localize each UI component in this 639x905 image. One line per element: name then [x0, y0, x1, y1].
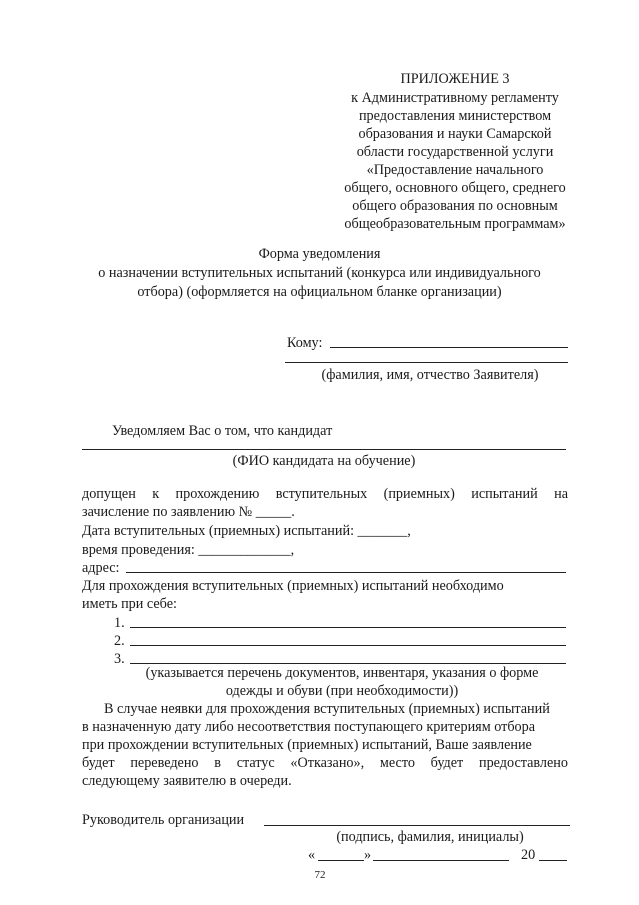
- admitted-text-cont: зачисление по заявлению № _____.: [82, 504, 295, 520]
- appendix-line: к Административному регламенту: [351, 90, 559, 106]
- notice-intro: Уведомляем Вас о том, что кандидат: [112, 423, 333, 439]
- candidate-caption: (ФИО кандидата на обучение): [232, 453, 416, 469]
- item-number: 1.: [114, 615, 125, 631]
- address-field[interactable]: [126, 572, 566, 573]
- warning-text: В случае неявки для прохождения вступительных (приемных) испытаний: [104, 701, 550, 717]
- warning-text: при прохождении вступительных (приемных) испытаний, Ваше заявление: [82, 737, 532, 753]
- appendix-line: общеобразовательным программам»: [344, 216, 566, 232]
- bring-text-cont: иметь при себе:: [82, 596, 177, 612]
- appendix-title: ПРИЛОЖЕНИЕ 3: [400, 71, 510, 87]
- date-open-quote: «: [308, 847, 316, 863]
- item-number: 3.: [114, 651, 125, 667]
- admitted-text: допущен к прохождению вступительных (приемных) испытаний на: [82, 486, 568, 502]
- warning-text: будет переведено в статус «Отказано», место будет предоставлено: [82, 755, 568, 771]
- form-heading-subtitle: о назначении вступительных испытаний (конкурса или индивидуального: [98, 265, 541, 281]
- item-number: 2.: [114, 633, 125, 649]
- signature-label: Руководитель организации: [82, 812, 245, 828]
- items-caption: одежды и обуви (при необходимости)): [225, 683, 459, 699]
- recipient-caption: (фамилия, имя, отчество Заявителя): [321, 367, 539, 383]
- item-field[interactable]: [130, 645, 566, 646]
- recipient-field-second-line[interactable]: [285, 362, 568, 363]
- appendix-line: «Предоставление начального: [366, 162, 544, 178]
- page-number: 72: [314, 869, 326, 881]
- items-caption: (указывается перечень документов, инвентаря, указания о форме: [145, 665, 539, 681]
- item-field[interactable]: [130, 627, 566, 628]
- date-day-field[interactable]: [318, 860, 364, 861]
- exam-time-line: время проведения: _____________,: [82, 542, 295, 558]
- candidate-name-field[interactable]: [82, 449, 566, 450]
- appendix-line: предоставления министерством: [358, 108, 552, 124]
- appendix-line: области государственной услуги: [356, 144, 554, 160]
- exam-date-line: Дата вступительных (приемных) испытаний: _______,: [82, 523, 411, 539]
- address-label: адрес:: [82, 560, 120, 576]
- form-heading-subtitle: отбора) (оформляется на официальном бланке организации): [137, 284, 502, 300]
- bring-text: Для прохождения вступительных (приемных) испытаний необходимо: [82, 578, 504, 594]
- signature-caption: (подпись, фамилия, инициалы): [336, 829, 524, 845]
- form-heading-title: Форма уведомления: [258, 246, 381, 262]
- date-year-prefix: 20: [521, 847, 536, 863]
- date-year-field[interactable]: [539, 860, 567, 861]
- warning-text: в назначенную дату либо несоответствия поступающего критериям отбора: [82, 719, 536, 735]
- recipient-label: Кому:: [287, 335, 323, 351]
- appendix-line: образования и науки Самарской: [358, 126, 552, 142]
- recipient-field[interactable]: [330, 347, 568, 348]
- date-month-field[interactable]: [373, 860, 509, 861]
- warning-text: следующему заявителю в очереди.: [82, 773, 292, 789]
- signature-field[interactable]: [264, 825, 570, 826]
- appendix-line: общего, основного общего, среднего: [344, 180, 566, 196]
- appendix-line: общего образования по основным: [352, 198, 558, 214]
- date-close-quote: »: [364, 847, 372, 863]
